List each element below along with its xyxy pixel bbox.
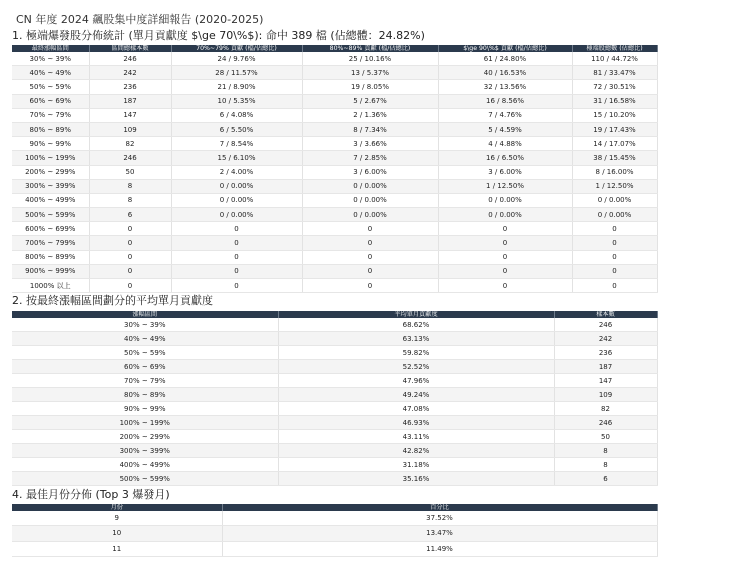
- table-cell: 80% ~ 89%: [12, 122, 89, 136]
- table-cell: 30% ~ 39%: [12, 318, 278, 332]
- table-row: [12, 332, 657, 346]
- table-row: [12, 66, 657, 80]
- table-row: [12, 108, 657, 122]
- column-header: 區間總樣本數: [89, 45, 171, 52]
- extreme-distribution-table: [12, 45, 658, 293]
- table-row: [12, 374, 657, 388]
- table-cell: 68.62%: [278, 318, 554, 332]
- table-row: [12, 80, 657, 94]
- table-cell: 300% ~ 399%: [12, 444, 278, 458]
- table-cell: 0: [171, 236, 302, 250]
- column-header: 漲幅區間: [12, 311, 278, 318]
- table-row: [12, 279, 657, 293]
- table-cell: 15 / 10.20%: [572, 108, 657, 122]
- column-header: 平均單月貢獻度: [278, 311, 554, 318]
- table-cell: 35.16%: [278, 472, 554, 486]
- table-row: [12, 137, 657, 151]
- table-cell: 50: [554, 430, 657, 444]
- table-cell: 28 / 11.57%: [171, 66, 302, 80]
- table-cell: 109: [554, 388, 657, 402]
- table-cell: 1 / 12.50%: [438, 179, 572, 193]
- table-cell: 0 / 0.00%: [171, 179, 302, 193]
- table-cell: 0: [572, 250, 657, 264]
- table-cell: 0: [89, 236, 171, 250]
- table-row: [12, 360, 657, 374]
- table-cell: 400% ~ 499%: [12, 458, 278, 472]
- table-cell: 24 / 9.76%: [171, 52, 302, 66]
- table-cell: 0: [302, 250, 438, 264]
- table-cell: 4 / 4.88%: [438, 137, 572, 151]
- table-row: [12, 264, 657, 278]
- table-cell: 70% ~ 79%: [12, 108, 89, 122]
- table-row: [12, 402, 657, 416]
- table-cell: 0: [572, 264, 657, 278]
- table-cell: 16 / 8.56%: [438, 94, 572, 108]
- table-row: [12, 526, 657, 541]
- table-row: [12, 541, 657, 556]
- table-cell: 59.82%: [278, 346, 554, 360]
- table-cell: 100% ~ 199%: [12, 151, 89, 165]
- section3-heading: 4. 最佳月份分佈 (Top 3 爆發月): [12, 488, 170, 501]
- table-row: [12, 346, 657, 360]
- table-cell: 31.18%: [278, 458, 554, 472]
- table-row: [12, 472, 657, 486]
- table-cell: 500% ~ 599%: [12, 472, 278, 486]
- table-cell: 0: [438, 236, 572, 250]
- table-row: [12, 208, 657, 222]
- table-row: [12, 458, 657, 472]
- table-cell: 13 / 5.37%: [302, 66, 438, 80]
- table-cell: 0 / 0.00%: [572, 208, 657, 222]
- table-row: [12, 250, 657, 264]
- table-cell: 8: [554, 458, 657, 472]
- table-cell: 60% ~ 69%: [12, 360, 278, 374]
- table-cell: 400% ~ 499%: [12, 193, 89, 207]
- table-cell: 9: [12, 511, 222, 526]
- report-title: CN 年度 2024 飆股集中度詳細報告 (2020-2025): [16, 13, 264, 26]
- table-cell: 31 / 16.58%: [572, 94, 657, 108]
- table-cell: 0: [89, 279, 171, 293]
- table-cell: 8: [554, 444, 657, 458]
- column-header: 極端股總數 (佔總比): [572, 45, 657, 52]
- table-cell: 61 / 24.80%: [438, 52, 572, 66]
- table-cell: 7 / 2.85%: [302, 151, 438, 165]
- table-cell: 0 / 0.00%: [572, 193, 657, 207]
- table-cell: 236: [89, 80, 171, 94]
- table-cell: 40 / 16.53%: [438, 66, 572, 80]
- section1-heading: 1. 極端爆發股分佈統計 (單月貢獻度 $\ge 70\%$): 命中 389 檔 (佔總體：24.82%): [12, 29, 425, 42]
- table-row: [12, 165, 657, 179]
- best-month-table: [12, 504, 658, 557]
- table-row: [12, 416, 657, 430]
- table-cell: 0 / 0.00%: [438, 208, 572, 222]
- table-cell: 6: [89, 208, 171, 222]
- table-cell: 8 / 7.34%: [302, 122, 438, 136]
- table-cell: 700% ~ 799%: [12, 236, 89, 250]
- table-cell: 200% ~ 299%: [12, 165, 89, 179]
- table-cell: 7 / 8.54%: [171, 137, 302, 151]
- table-cell: 8: [89, 179, 171, 193]
- table-cell: 0 / 0.00%: [171, 208, 302, 222]
- table-cell: 0: [572, 279, 657, 293]
- table-cell: 246: [89, 151, 171, 165]
- table-cell: 81 / 33.47%: [572, 66, 657, 80]
- table-cell: 0: [89, 264, 171, 278]
- table-cell: 246: [89, 52, 171, 66]
- table-cell: 3 / 6.00%: [438, 165, 572, 179]
- table-cell: 13.47%: [222, 526, 657, 541]
- table-cell: 0: [89, 250, 171, 264]
- column-header: 70%~79% 貢獻 (檔/佔總比): [171, 45, 302, 52]
- table-cell: 0: [171, 264, 302, 278]
- table-row: [12, 151, 657, 165]
- table-cell: 187: [554, 360, 657, 374]
- table-cell: 110 / 44.72%: [572, 52, 657, 66]
- table-cell: 80% ~ 89%: [12, 388, 278, 402]
- table-row: [12, 179, 657, 193]
- table-cell: 242: [89, 66, 171, 80]
- table-cell: 0 / 0.00%: [302, 208, 438, 222]
- table-cell: 0: [302, 222, 438, 236]
- table-cell: 82: [554, 402, 657, 416]
- table-cell: 0: [438, 279, 572, 293]
- table-cell: 0: [438, 264, 572, 278]
- column-header: 百分比: [222, 504, 657, 511]
- table-row: [12, 193, 657, 207]
- table-cell: 0: [171, 279, 302, 293]
- table-cell: 0: [89, 222, 171, 236]
- column-header: 樣本數: [554, 311, 657, 318]
- table-cell: 50% ~ 59%: [12, 80, 89, 94]
- table-cell: 6: [554, 472, 657, 486]
- table-cell: 5 / 2.67%: [302, 94, 438, 108]
- table-cell: 38 / 15.45%: [572, 151, 657, 165]
- table-cell: 600% ~ 699%: [12, 222, 89, 236]
- table-cell: 47.08%: [278, 402, 554, 416]
- table-cell: 0: [171, 222, 302, 236]
- table-cell: 100% ~ 199%: [12, 416, 278, 430]
- table-row: [12, 388, 657, 402]
- table-cell: 300% ~ 399%: [12, 179, 89, 193]
- table-cell: 25 / 10.16%: [302, 52, 438, 66]
- avg-contribution-table: [12, 311, 658, 486]
- table-cell: 0: [438, 222, 572, 236]
- table-cell: 2 / 1.36%: [302, 108, 438, 122]
- table-cell: 3 / 3.66%: [302, 137, 438, 151]
- table-cell: 60% ~ 69%: [12, 94, 89, 108]
- table-cell: 7 / 4.76%: [438, 108, 572, 122]
- table-cell: 0: [302, 264, 438, 278]
- table-row: [12, 430, 657, 444]
- table-row: [12, 511, 657, 526]
- table-cell: 0: [572, 236, 657, 250]
- table-cell: 0: [302, 279, 438, 293]
- table-cell: 52.52%: [278, 360, 554, 374]
- table-cell: 6 / 4.08%: [171, 108, 302, 122]
- table-cell: 19 / 8.05%: [302, 80, 438, 94]
- table-cell: 40% ~ 49%: [12, 66, 89, 80]
- table-cell: 1000% 以上: [12, 279, 89, 293]
- table-cell: 0 / 0.00%: [171, 193, 302, 207]
- table-cell: 8: [89, 193, 171, 207]
- table-cell: 0: [572, 222, 657, 236]
- table-cell: 0 / 0.00%: [302, 193, 438, 207]
- table-row: [12, 122, 657, 136]
- table-cell: 63.13%: [278, 332, 554, 346]
- table-cell: 16 / 6.50%: [438, 151, 572, 165]
- table-row: [12, 444, 657, 458]
- table-cell: 3 / 6.00%: [302, 165, 438, 179]
- table-row: [12, 318, 657, 332]
- table-cell: 19 / 17.43%: [572, 122, 657, 136]
- table-cell: 70% ~ 79%: [12, 374, 278, 388]
- table-cell: 242: [554, 332, 657, 346]
- table-cell: 46.93%: [278, 416, 554, 430]
- column-header: 80%~89% 貢獻 (檔/佔總比): [302, 45, 438, 52]
- table-row: [12, 94, 657, 108]
- table-cell: 0: [302, 236, 438, 250]
- table-row: [12, 236, 657, 250]
- table-cell: 11.49%: [222, 541, 657, 556]
- column-header: $\ge 90\%$ 貢獻 (檔/佔總比): [438, 45, 572, 52]
- table-cell: 10 / 5.35%: [171, 94, 302, 108]
- table-cell: 900% ~ 999%: [12, 264, 89, 278]
- table-cell: 50% ~ 59%: [12, 346, 278, 360]
- table-cell: 800% ~ 899%: [12, 250, 89, 264]
- table-cell: 47.96%: [278, 374, 554, 388]
- table-cell: 50: [89, 165, 171, 179]
- table-cell: 2 / 4.00%: [171, 165, 302, 179]
- table-cell: 0 / 0.00%: [438, 193, 572, 207]
- table-cell: 200% ~ 299%: [12, 430, 278, 444]
- table-cell: 236: [554, 346, 657, 360]
- table-cell: 90% ~ 99%: [12, 402, 278, 416]
- table-cell: 72 / 30.51%: [572, 80, 657, 94]
- table-cell: 32 / 13.56%: [438, 80, 572, 94]
- table-cell: 49.24%: [278, 388, 554, 402]
- table-cell: 147: [89, 108, 171, 122]
- table-cell: 8 / 16.00%: [572, 165, 657, 179]
- table-cell: 21 / 8.90%: [171, 80, 302, 94]
- table-cell: 30% ~ 39%: [12, 52, 89, 66]
- table-cell: 82: [89, 137, 171, 151]
- table-cell: 90% ~ 99%: [12, 137, 89, 151]
- table-cell: 0 / 0.00%: [302, 179, 438, 193]
- section2-heading: 2. 按最終漲幅區間劃分的平均單月貢獻度: [12, 294, 213, 307]
- column-header: 最終漲幅區間: [12, 45, 89, 52]
- column-header: 月份: [12, 504, 222, 511]
- table-cell: 14 / 17.07%: [572, 137, 657, 151]
- table-cell: 40% ~ 49%: [12, 332, 278, 346]
- table-cell: 0: [171, 250, 302, 264]
- table-cell: 500% ~ 599%: [12, 208, 89, 222]
- table-cell: 109: [89, 122, 171, 136]
- table-cell: 246: [554, 416, 657, 430]
- table-cell: 11: [12, 541, 222, 556]
- table-row: [12, 52, 657, 66]
- table-cell: 0: [438, 250, 572, 264]
- table-cell: 187: [89, 94, 171, 108]
- table-cell: 37.52%: [222, 511, 657, 526]
- table-row: [12, 222, 657, 236]
- table-cell: 43.11%: [278, 430, 554, 444]
- table-cell: 6 / 5.50%: [171, 122, 302, 136]
- table-cell: 10: [12, 526, 222, 541]
- table-cell: 15 / 6.10%: [171, 151, 302, 165]
- table-cell: 5 / 4.59%: [438, 122, 572, 136]
- table-cell: 246: [554, 318, 657, 332]
- table-cell: 1 / 12.50%: [572, 179, 657, 193]
- table-cell: 147: [554, 374, 657, 388]
- table-cell: 42.82%: [278, 444, 554, 458]
